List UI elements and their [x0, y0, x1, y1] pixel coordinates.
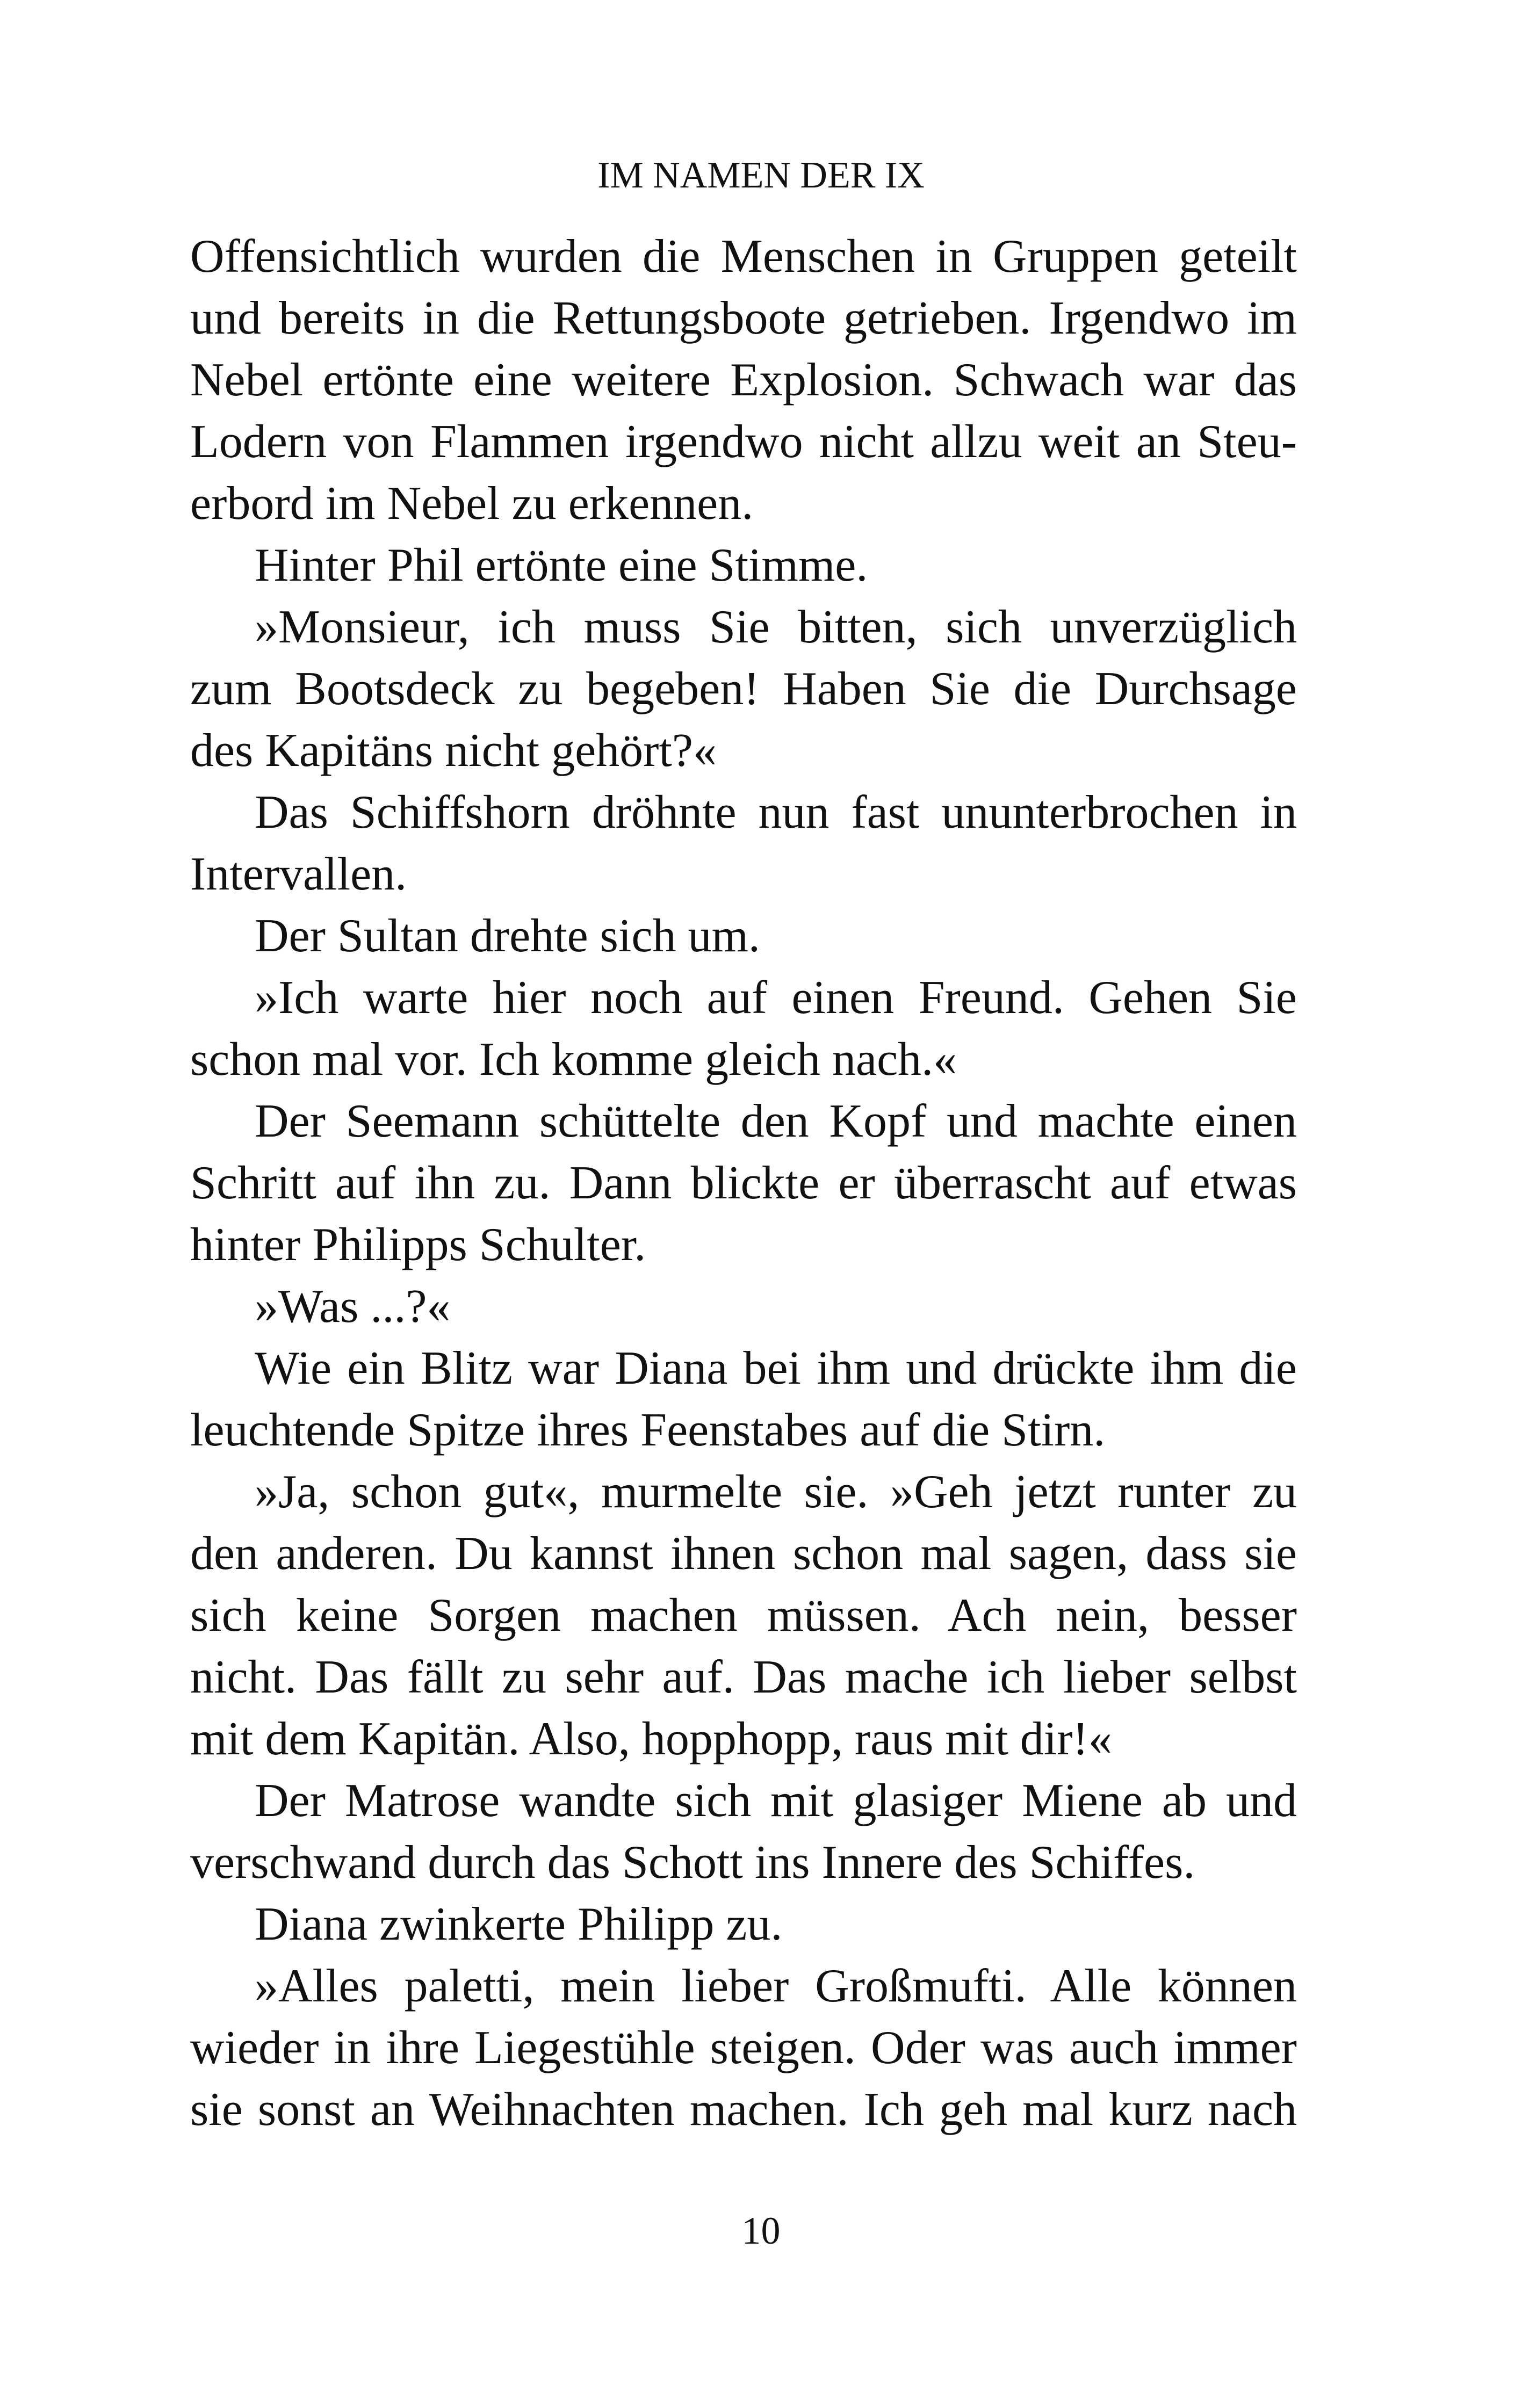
text-line: Nebel ertönte eine weitere Explosion. Schwach war das [190, 354, 1297, 406]
text-line: Der Seemann schüttelte den Kopf und machte einen [255, 1095, 1297, 1147]
text-line: des Kapitäns nicht gehört?« [190, 725, 717, 777]
text-line: nicht. Das fällt zu sehr auf. Das mache ich lieber selbst [190, 1651, 1297, 1703]
text-line: Wie ein Blitz war Diana bei ihm und drückte ihm die [255, 1342, 1297, 1394]
text-line: leuchtende Spitze ihres Feenstabes auf die Stirn. [190, 1404, 1106, 1456]
text-line: Schritt auf ihn zu. Dann blickte er überrascht auf etwas [190, 1157, 1297, 1209]
text-line: Der Sultan drehte sich um. [255, 910, 760, 962]
text-line: Offensichtlich wurden die Menschen in Gruppen geteilt [190, 230, 1297, 283]
text-line: und bereits in die Rettungsboote getrieben. Irgendwo im [190, 292, 1297, 344]
text-line: »Ja, schon gut«, murmelte sie. »Geh jetzt runter zu [255, 1466, 1297, 1518]
page-number: 10 [741, 2209, 781, 2252]
text-line: verschwand durch das Schott ins Innere des Schiffes. [190, 1836, 1195, 1889]
text-line: »Alles paletti, mein lieber Großmufti. Alle können [255, 1960, 1297, 2012]
text-line: Lodern von Flammen irgendwo nicht allzu weit an Steu- [190, 416, 1297, 468]
text-line: Das Schiffshorn dröhnte nun fast ununterbrochen in [255, 786, 1297, 838]
text-line: Der Matrose wandte sich mit glasiger Miene ab und [255, 1775, 1297, 1827]
text-line: den anderen. Du kannst ihnen schon mal sagen, dass sie [190, 1528, 1297, 1580]
text-line: »Was ...?« [255, 1281, 451, 1333]
text-line: zum Bootsdeck zu begeben! Haben Sie die Durchsage [190, 663, 1297, 715]
text-line: Intervallen. [190, 848, 407, 900]
text-line: Hinter Phil ertönte eine Stimme. [255, 539, 868, 591]
text-line: sie sonst an Weihnachten machen. Ich geh mal kurz nach [190, 2084, 1297, 2136]
text-line: erbord im Nebel zu erkennen. [190, 478, 754, 530]
text-line: Diana zwinkerte Philipp zu. [255, 1898, 783, 1950]
text-line: sich keine Sorgen machen müssen. Ach nein, besser [190, 1589, 1297, 1642]
running-header: IM NAMEN DER IX [597, 155, 925, 196]
text-line: mit dem Kapitän. Also, hopphopp, raus mit dir!« [190, 1713, 1112, 1765]
text-line: hinter Philipps Schulter. [190, 1219, 646, 1271]
text-line: »Ich warte hier noch auf einen Freund. Gehen Sie [255, 972, 1297, 1024]
text-line: »Monsieur, ich muss Sie bitten, sich unverzüglich [255, 601, 1297, 653]
text-line: wieder in ihre Liegestühle steigen. Oder was auch immer [190, 2022, 1297, 2074]
text-line: schon mal vor. Ich komme gleich nach.« [190, 1033, 957, 1086]
body-text [190, 226, 1297, 2141]
